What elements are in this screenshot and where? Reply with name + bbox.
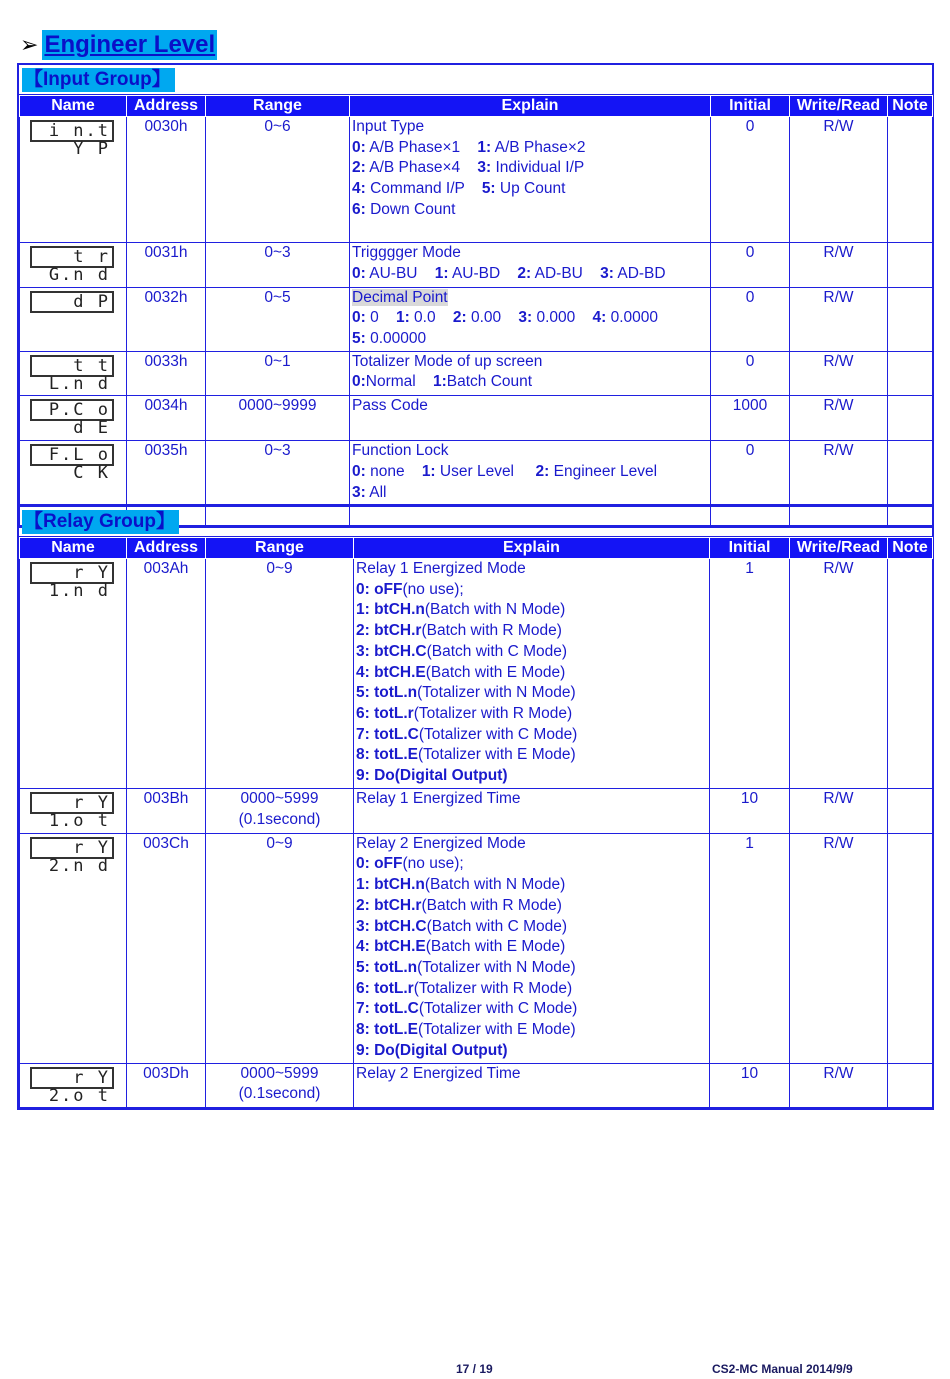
- col-wr-header: Write/Read: [790, 538, 888, 559]
- table-row: [20, 287, 933, 351]
- explain-text: 2:: [535, 462, 550, 480]
- explain-text: 0.00: [466, 309, 519, 327]
- range-unit: (0.1second): [238, 1085, 321, 1103]
- seven-segment-display: r Y 2.o t: [30, 1067, 114, 1089]
- explain-text: 9: Do(Digital Output): [356, 767, 508, 785]
- table-row: [20, 396, 933, 441]
- initial-cell: 0: [711, 243, 790, 288]
- range-cell: [206, 117, 350, 243]
- col-note-header: Note: [888, 538, 933, 559]
- explain-line: [356, 745, 707, 766]
- col-range-header: Range: [206, 96, 350, 117]
- table-row: [20, 441, 933, 505]
- explain-text: 0:: [352, 264, 366, 282]
- name-cell: [20, 833, 127, 1063]
- explain-cell: [350, 441, 711, 505]
- note-cell: [888, 559, 933, 789]
- initial-cell: 1: [710, 833, 790, 1063]
- name-cell: [20, 287, 127, 351]
- relay-group-table: [19, 537, 933, 1108]
- address-cell: 0035h: [127, 441, 206, 505]
- explain-text: A/B Phase×2: [491, 138, 586, 156]
- explain-line: [352, 158, 708, 179]
- range-value: 0~5: [264, 288, 291, 306]
- explain-text: (Totalizer with R Mode): [413, 704, 573, 722]
- range-value: 0~6: [264, 118, 291, 135]
- initial-cell: 0: [711, 351, 790, 396]
- explain-text: Relay 1 Energized Time: [356, 790, 521, 807]
- range-cell: [206, 789, 354, 834]
- explain-text: 1: btCH.n: [356, 876, 425, 894]
- address-cell: 0031h: [127, 243, 206, 288]
- page-number: 17 / 19: [456, 1362, 493, 1376]
- range-cell: [206, 559, 354, 789]
- col-address-header: Address: [127, 96, 206, 117]
- range-cell: [206, 287, 350, 351]
- explain-text: (Totalizer with E Mode): [418, 1021, 576, 1039]
- range-cell: [206, 1063, 354, 1108]
- col-address-header: Address: [127, 538, 206, 559]
- explain-text: Engineer Level: [549, 462, 658, 480]
- explain-text: 5:: [352, 330, 366, 348]
- explain-line: [352, 483, 708, 504]
- explain-line: [356, 1041, 707, 1062]
- explain-line: [356, 559, 707, 580]
- explain-cell: [354, 789, 710, 834]
- name-cell: [20, 243, 127, 288]
- explain-line: [356, 600, 707, 621]
- explain-text: 0.0: [409, 309, 453, 327]
- explain-text: 7: totL.C: [356, 1000, 419, 1018]
- explain-line: [356, 621, 707, 642]
- range-value: 0~1: [264, 352, 291, 370]
- explain-text: 1:: [434, 264, 449, 282]
- arrow-bullet-icon: ➢: [20, 32, 39, 57]
- explain-text: 2: btCH.r: [356, 622, 422, 640]
- seven-segment-display: i n.t Y P: [30, 120, 114, 142]
- note-cell: [888, 287, 933, 351]
- explain-line: [352, 396, 708, 417]
- name-cell: [20, 351, 127, 396]
- explain-text: 3:: [518, 309, 533, 327]
- explain-text: 0: [365, 309, 396, 327]
- initial-cell: 1: [710, 559, 790, 789]
- write-read-cell: R/W: [790, 396, 888, 441]
- explain-text: Relay 1 Energized Mode: [356, 560, 526, 577]
- seven-segment-display: t t L.n d: [30, 355, 114, 377]
- explain-line: [352, 329, 708, 350]
- explain-cell: [350, 396, 711, 441]
- explain-line: [356, 1020, 707, 1041]
- name-cell: [20, 396, 127, 441]
- explain-text: Pass Code: [352, 397, 428, 415]
- note-cell: [888, 396, 933, 441]
- explain-line: [356, 834, 707, 855]
- explain-text: 4: btCH.E: [356, 938, 426, 956]
- address-cell: 0030h: [127, 117, 206, 243]
- seven-segment-display: P.C o d E: [30, 399, 114, 421]
- explain-line: [356, 725, 707, 746]
- col-initial-header: Initial: [710, 538, 790, 559]
- col-explain-header: Explain: [350, 96, 711, 117]
- note-cell: [888, 833, 933, 1063]
- explain-text: (Batch with R Mode): [421, 622, 562, 640]
- explain-line: [352, 117, 708, 138]
- explain-line: [356, 937, 707, 958]
- input-group-table: [19, 95, 933, 526]
- explain-text: AU-BD: [448, 264, 518, 282]
- explain-text: (Batch with E Mode): [425, 663, 566, 681]
- explain-line: [356, 999, 707, 1020]
- explain-text: (Totalizer with N Mode): [417, 958, 576, 976]
- explain-text: 0:: [352, 462, 366, 480]
- note-cell: [888, 789, 933, 834]
- explain-text: 4:: [592, 309, 607, 327]
- explain-line: [352, 200, 708, 221]
- explain-text: Relay 2 Energized Time: [356, 1064, 521, 1082]
- name-cell: [20, 789, 127, 834]
- seven-segment-display: r Y 1.n d: [30, 562, 114, 584]
- explain-text: (Totalizer with E Mode): [418, 746, 576, 764]
- explain-text: Down Count: [365, 200, 456, 218]
- write-read-cell: R/W: [790, 789, 888, 834]
- explain-line: [356, 580, 707, 601]
- name-cell: [20, 117, 127, 243]
- explain-line: [356, 896, 707, 917]
- explain-line: [352, 179, 708, 200]
- initial-cell: 10: [710, 1063, 790, 1108]
- write-read-cell: R/W: [790, 1063, 888, 1108]
- explain-line: [356, 875, 707, 896]
- explain-text: 8: totL.E: [356, 1021, 418, 1039]
- explain-line: [352, 462, 708, 483]
- explain-text: 0.00000: [365, 330, 427, 348]
- col-note-header: Note: [888, 96, 933, 117]
- table-row: [20, 351, 933, 396]
- address-cell: 003Bh: [127, 789, 206, 834]
- range-value: 0~3: [264, 442, 291, 460]
- name-cell: [20, 441, 127, 505]
- explain-text: Totalizer Mode of up screen: [352, 352, 543, 370]
- col-wr-header: Write/Read: [790, 96, 888, 117]
- explain-text: (Batch with C Mode): [426, 642, 568, 660]
- explain-text: 0: oFF: [356, 855, 403, 873]
- range-cell: [206, 833, 354, 1063]
- explain-line: [352, 308, 708, 329]
- explain-text: 1:: [477, 138, 492, 156]
- explain-text: Decimal Point: [352, 288, 448, 306]
- explain-text: Input Type: [352, 118, 425, 135]
- table-row: [20, 833, 933, 1063]
- explain-text: 5: totL.n: [356, 958, 418, 976]
- explain-text: 8: totL.E: [356, 746, 418, 764]
- relay-group-label: 【Relay Group】: [22, 510, 179, 534]
- explain-text: (Totalizer with C Mode): [418, 1000, 578, 1018]
- table-row: [20, 789, 933, 834]
- address-cell: 0033h: [127, 351, 206, 396]
- explain-line: [352, 288, 708, 309]
- col-initial-header: Initial: [711, 96, 790, 117]
- explain-cell: [350, 117, 711, 243]
- explain-line: [352, 441, 708, 462]
- write-read-cell: R/W: [790, 351, 888, 396]
- explain-text: 1:: [421, 462, 436, 480]
- write-read-cell: R/W: [790, 833, 888, 1063]
- table-row: [20, 559, 933, 789]
- explain-line: [356, 917, 707, 938]
- explain-text: 3: btCH.C: [356, 917, 427, 935]
- explain-line: [352, 243, 708, 264]
- explain-line: [356, 854, 707, 875]
- explain-cell: [354, 559, 710, 789]
- explain-line: [356, 704, 707, 725]
- explain-line: [356, 766, 707, 787]
- range-value: 0~9: [266, 560, 293, 577]
- write-read-cell: R/W: [790, 287, 888, 351]
- explain-text: 3:: [352, 483, 366, 501]
- explain-text: Batch Count: [446, 373, 533, 391]
- address-cell: 0034h: [127, 396, 206, 441]
- write-read-cell: R/W: [790, 117, 888, 243]
- explain-text: Command I/P: [365, 180, 482, 198]
- explain-text: Relay 2 Energized Mode: [356, 834, 526, 852]
- address-cell: 003Ah: [127, 559, 206, 789]
- write-read-cell: R/W: [790, 559, 888, 789]
- explain-text: 0.000: [532, 309, 593, 327]
- explain-text: All: [365, 483, 387, 501]
- section-heading: [20, 30, 217, 60]
- explain-text: 1:: [432, 373, 447, 391]
- table-header-row: [20, 538, 933, 559]
- explain-cell: [350, 287, 711, 351]
- initial-cell: 1000: [711, 396, 790, 441]
- explain-text: Up Count: [495, 180, 566, 198]
- table-row: [20, 1063, 933, 1108]
- explain-text: 6: totL.r: [356, 704, 414, 722]
- address-cell: 003Dh: [127, 1063, 206, 1108]
- explain-text: 0:: [352, 373, 366, 391]
- page-title: Engineer Level: [44, 31, 216, 58]
- explain-text: Individual I/P: [491, 159, 585, 177]
- explain-text: (Batch with N Mode): [424, 876, 566, 894]
- explain-text: (Totalizer with C Mode): [418, 725, 578, 743]
- col-name-header: Name: [20, 538, 127, 559]
- explain-line: [356, 979, 707, 1000]
- relay-group-bar: [19, 507, 932, 537]
- seven-segment-display: t r G.n d: [30, 246, 114, 268]
- explain-cell: [350, 243, 711, 288]
- table-row: [20, 117, 933, 243]
- explain-text: Normal: [365, 373, 433, 391]
- explain-cell: [354, 1063, 710, 1108]
- explain-text: 1:: [395, 309, 410, 327]
- explain-text: 3:: [477, 159, 492, 177]
- explain-text: 0:: [352, 309, 366, 327]
- explain-text: (no use);: [402, 580, 464, 598]
- explain-line: [352, 138, 708, 159]
- col-name-header: Name: [20, 96, 127, 117]
- explain-line: [356, 789, 707, 810]
- explain-text: none: [365, 462, 422, 480]
- relay-group-section: [17, 505, 934, 1110]
- note-cell: [888, 1063, 933, 1108]
- col-explain-header: Explain: [354, 538, 710, 559]
- explain-text: (no use);: [402, 855, 464, 873]
- explain-line: [356, 1064, 707, 1085]
- explain-cell: [350, 351, 711, 396]
- range-unit: (0.1second): [238, 810, 321, 828]
- initial-cell: 0: [711, 117, 790, 243]
- input-group-bar: [19, 65, 932, 95]
- explain-text: 0:: [352, 138, 366, 156]
- range-value: 0000~9999: [238, 397, 317, 415]
- explain-text: 2: btCH.r: [356, 896, 422, 914]
- explain-text: User Level: [435, 462, 536, 480]
- range-value: 0000~5999: [240, 1064, 319, 1082]
- range-value: 0~9: [266, 834, 293, 852]
- address-cell: 003Ch: [127, 833, 206, 1063]
- input-group-section: [17, 63, 934, 528]
- initial-cell: 0: [711, 287, 790, 351]
- explain-line: [356, 683, 707, 704]
- note-cell: [888, 243, 933, 288]
- explain-line: [356, 958, 707, 979]
- explain-text: 3:: [600, 264, 614, 282]
- seven-segment-display: r Y 2.n d: [30, 837, 114, 859]
- note-cell: [888, 441, 933, 505]
- explain-text: (Batch with R Mode): [421, 896, 562, 914]
- range-cell: [206, 441, 350, 505]
- explain-cell: [354, 833, 710, 1063]
- explain-text: 5: totL.n: [356, 684, 418, 702]
- note-cell: [888, 351, 933, 396]
- write-read-cell: R/W: [790, 243, 888, 288]
- explain-text: Function Lock: [352, 442, 449, 460]
- col-range-header: Range: [206, 538, 354, 559]
- explain-text: 2:: [352, 159, 366, 177]
- explain-text: 0.0000: [606, 309, 658, 327]
- manual-version: CS2-MC Manual 2014/9/9: [712, 1362, 853, 1376]
- explain-text: (Batch with E Mode): [425, 938, 566, 956]
- name-cell: [20, 1063, 127, 1108]
- range-value: 0000~5999: [240, 790, 319, 807]
- seven-segment-display: F.L o C K: [30, 444, 114, 466]
- explain-text: 4:: [352, 180, 366, 198]
- seven-segment-display: r Y 1.o t: [30, 792, 114, 814]
- explain-line: [356, 642, 707, 663]
- name-cell: [20, 559, 127, 789]
- note-cell: [888, 117, 933, 243]
- explain-text: AD-BU: [531, 264, 601, 282]
- explain-text: (Batch with N Mode): [424, 601, 566, 619]
- explain-text: (Totalizer with R Mode): [413, 979, 573, 997]
- explain-text: 1: btCH.n: [356, 601, 425, 619]
- explain-text: Trigggger Mode: [352, 244, 461, 261]
- explain-line: [352, 352, 708, 373]
- explain-text: AD-BD: [613, 264, 666, 282]
- explain-text: A/B Phase×1: [365, 138, 478, 156]
- range-value: 0~3: [264, 244, 291, 261]
- explain-text: 4: btCH.E: [356, 663, 426, 681]
- write-read-cell: R/W: [790, 441, 888, 505]
- explain-text: (Batch with C Mode): [426, 917, 568, 935]
- range-cell: [206, 351, 350, 396]
- range-cell: [206, 243, 350, 288]
- explain-text: (Totalizer with N Mode): [417, 684, 576, 702]
- explain-text: 2:: [452, 309, 467, 327]
- explain-text: 6:: [352, 200, 366, 218]
- seven-segment-display: d P: [30, 291, 114, 313]
- initial-cell: 10: [710, 789, 790, 834]
- explain-text: AU-BU: [365, 264, 435, 282]
- explain-line: [352, 372, 708, 393]
- explain-line: [352, 264, 708, 285]
- explain-text: A/B Phase×4: [365, 159, 478, 177]
- explain-text: 0: oFF: [356, 580, 403, 598]
- explain-line: [356, 663, 707, 684]
- explain-text: 3: btCH.C: [356, 642, 427, 660]
- explain-text: 6: totL.r: [356, 979, 414, 997]
- range-cell: [206, 396, 350, 441]
- address-cell: 0032h: [127, 287, 206, 351]
- explain-text: 5:: [481, 180, 496, 198]
- explain-text: 9: Do(Digital Output): [356, 1041, 508, 1059]
- initial-cell: 0: [711, 441, 790, 505]
- table-header-row: [20, 96, 933, 117]
- explain-text: 2:: [517, 264, 532, 282]
- explain-text: 7: totL.C: [356, 725, 419, 743]
- input-group-label: 【Input Group】: [22, 68, 175, 92]
- table-row: [20, 243, 933, 288]
